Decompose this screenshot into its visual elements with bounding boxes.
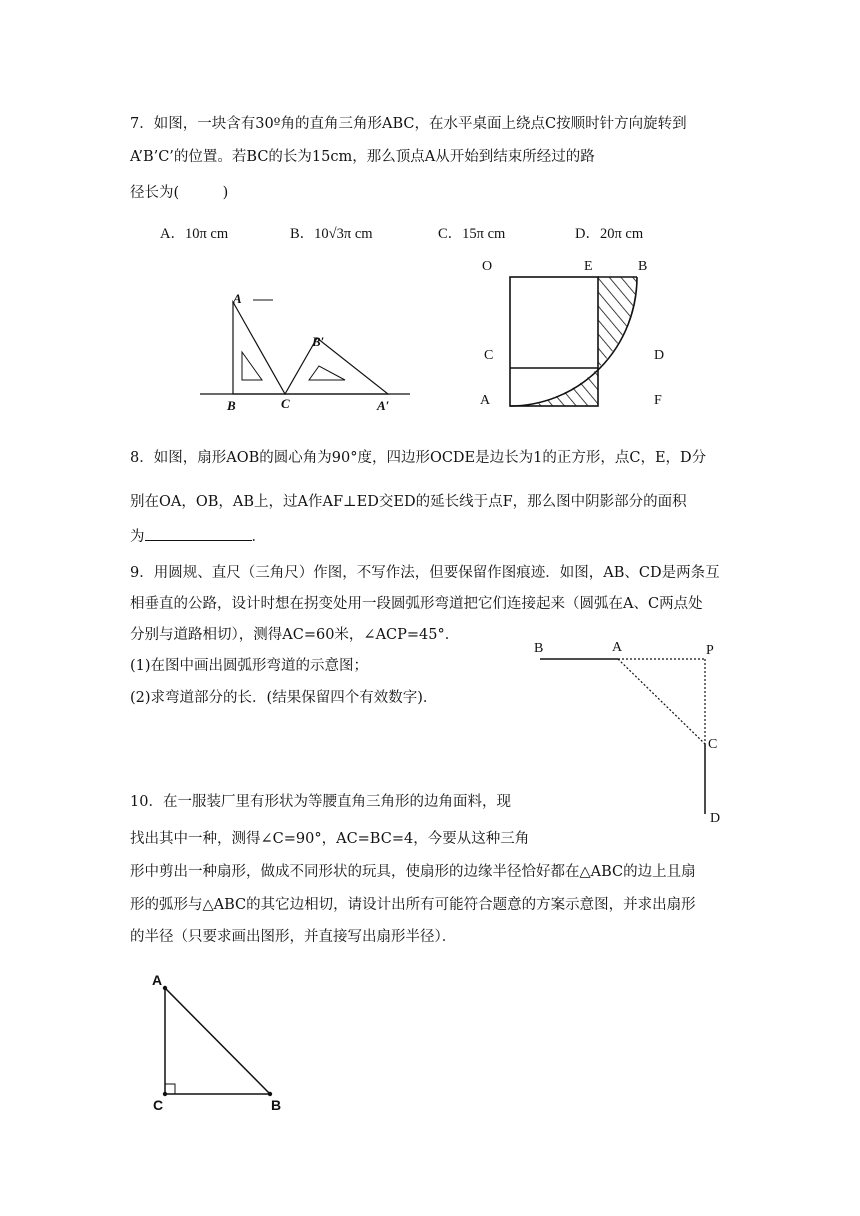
q9-text-line-1: 9．用圆规、直尺（三角尺）作图，不写作法，但要保留作图痕迹．如图，AB、CD是两条互 bbox=[130, 565, 720, 581]
shaded-region-upper bbox=[598, 277, 637, 368]
q7-label-a-prime: A′ bbox=[377, 398, 390, 413]
q7-label-b-prime: B′ bbox=[312, 334, 325, 349]
q7-label-b: B bbox=[227, 398, 236, 413]
q9-text-line-4: (1)在图中画出圆弧形弯道的示意图； bbox=[130, 658, 369, 674]
segment-ac bbox=[618, 659, 705, 744]
triangle-abc-right bbox=[165, 988, 270, 1094]
q7-label-c: C bbox=[281, 396, 290, 411]
q8-answer-blank-tail bbox=[240, 526, 252, 541]
q9-label-b: B bbox=[534, 641, 544, 656]
q8-line3-suffix: ． bbox=[251, 529, 266, 545]
q7-option-d: D．20π cm bbox=[575, 226, 644, 242]
q7-label-a: A bbox=[233, 291, 242, 306]
q8-label-b: B bbox=[638, 259, 648, 274]
q10-text-line-3: 形中剪出一种扇形，做成不同形状的玩具，使扇形的边缘半径恰好都在△ABC的边上且扇 bbox=[130, 864, 696, 880]
q7-text-line-2: A’B’C’的位置。若BC的长为15cm，那么顶点A从开始到结束所经过的路 bbox=[130, 149, 595, 165]
q8-line3-prefix: 为 bbox=[130, 529, 145, 545]
q7-triangle-rotation-figure bbox=[195, 288, 415, 418]
q9-roads-figure bbox=[528, 636, 728, 826]
q8-label-c: C bbox=[484, 348, 494, 363]
q8-label-f: F bbox=[654, 393, 662, 408]
q10-label-c: C bbox=[153, 1097, 164, 1113]
q10-text-line-4: 形的弧形与△ABC的其它边相切，请设计出所有可能符合题意的方案示意图，并求出扇形 bbox=[130, 897, 696, 913]
q8-text-line-1: 8．如图，扇形AOB的圆心角为90°度，四边形OCDE是边长为1的正方形，点C，E，D分 bbox=[130, 450, 707, 466]
q10-label-b: B bbox=[271, 1097, 282, 1113]
q7-option-a: A．10π cm bbox=[160, 226, 229, 242]
shaded-region-lower bbox=[510, 368, 598, 406]
q7-text-line-1: 7．如图，一块含有30º角的直角三角形ABC，在水平桌面上绕点C按顺时针方向旋转到 bbox=[130, 116, 687, 132]
q7-option-b: B．10√3π cm bbox=[290, 226, 373, 242]
q8-answer-blank[interactable] bbox=[145, 526, 240, 541]
q10-triangle-figure bbox=[145, 968, 295, 1113]
q9-text-line-3: 分别与道路相切），测得AC=60米，∠ACP=45°． bbox=[130, 627, 460, 643]
q9-text-line-5: (2)求弯道部分的长．(结果保留四个有效数字)． bbox=[130, 690, 438, 706]
q9-label-a: A bbox=[612, 640, 623, 655]
q10-text-line-1: 10．在一服装厂里有形状为等腰直角三角形的边角面料，现 bbox=[130, 794, 511, 810]
q8-label-d: D bbox=[654, 348, 665, 363]
q9-label-c: C bbox=[708, 737, 718, 752]
q7-text-line-3: 径长为( ) bbox=[130, 185, 229, 201]
q10-text-line-2: 找出其中一种，测得∠C=90°，AC=BC=4，今要从这种三角 bbox=[130, 831, 530, 847]
q8-label-a: A bbox=[480, 393, 491, 408]
triangle-a-b-c-prime bbox=[285, 338, 388, 394]
q10-label-a: A bbox=[152, 972, 163, 988]
q9-label-p: P bbox=[706, 643, 714, 658]
q8-text-line-2: 别在OA，OB，AB上，过A作AF⊥ED交ED的延长线于点F，那么图中阴影部分的面积 bbox=[130, 494, 687, 510]
q10-text-line-5: 的半径（只要求画出图形，并直接写出扇形半径）． bbox=[130, 929, 457, 945]
q9-text-line-2: 相垂直的公路，设计时想在拐变处用一段圆弧形弯道把它们连接起来（圆弧在A、C两点处 bbox=[130, 596, 703, 612]
q8-label-o: O bbox=[482, 259, 493, 274]
q9-label-d: D bbox=[710, 811, 721, 826]
q8-sector-square-figure bbox=[470, 252, 680, 412]
q8-text-line-3 bbox=[130, 525, 266, 546]
q7-option-c: C．15π cm bbox=[438, 226, 506, 242]
q8-label-e: E bbox=[584, 259, 593, 274]
